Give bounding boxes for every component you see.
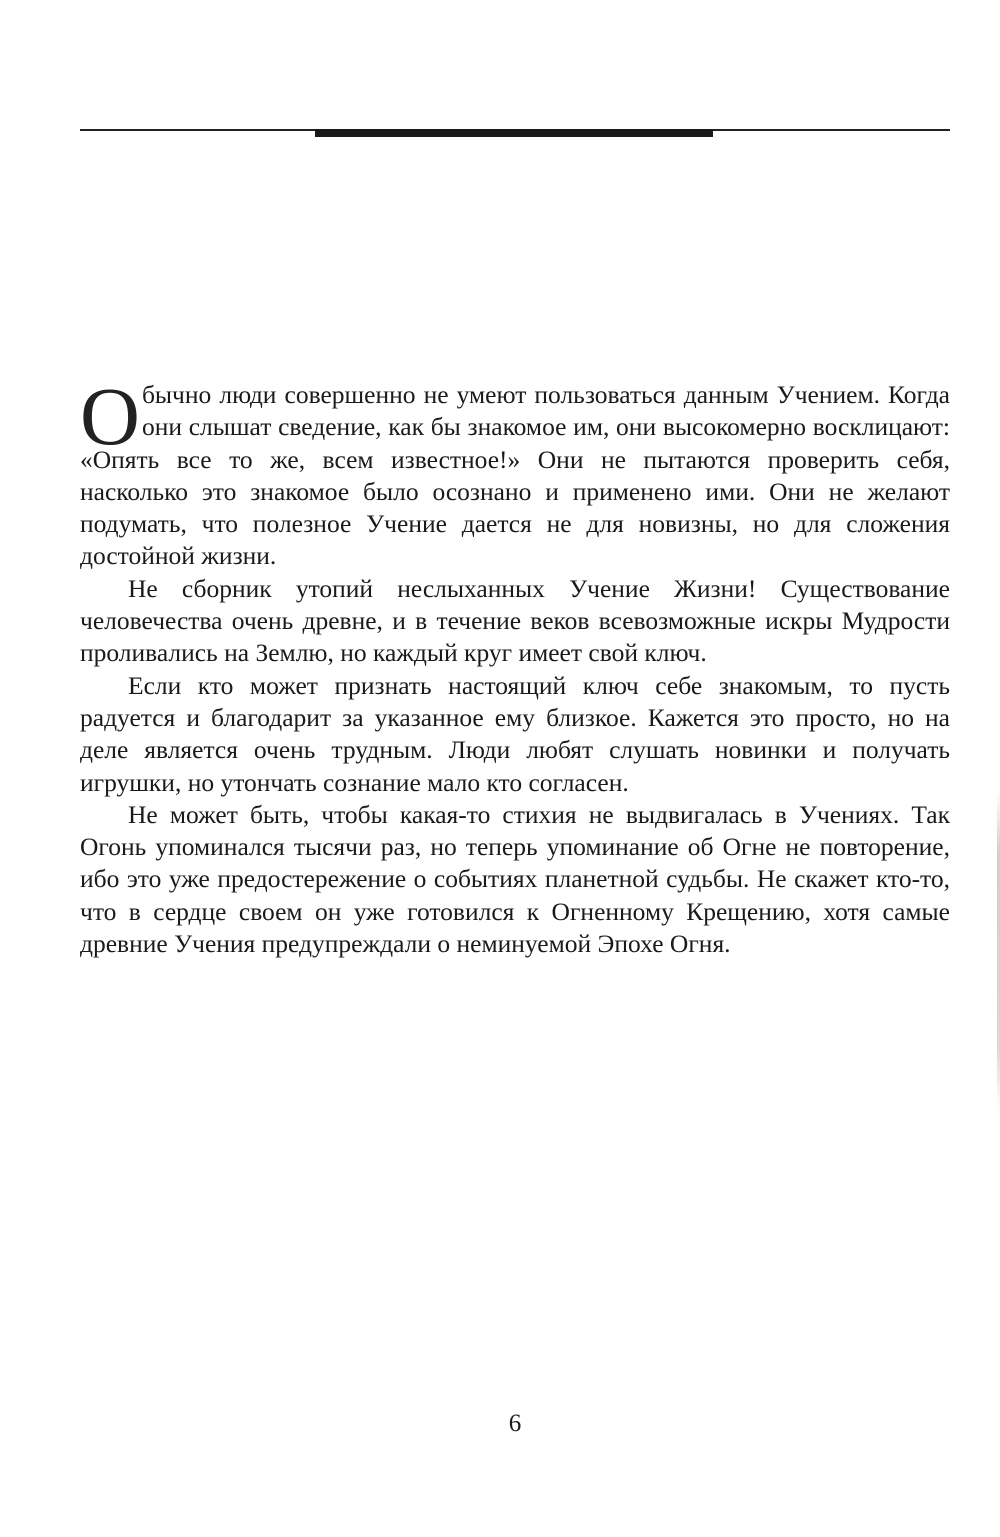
paragraph-2: Не сборник утопий неслыханных Учение Жизни! Существование человечества очень древне, и в течение веков всевозможные искры Мудрости проливались на Землю, но каждый круг имеет свой ключ. [80, 573, 950, 668]
body-text [80, 370, 950, 960]
drop-cap: О [80, 370, 140, 462]
page-number: 6 [508, 1410, 522, 1437]
paragraph-3: Если кто может признать настоящий ключ себе знакомым, то пусть радуется и благодарит за указанное ему близкое. Кажется это просто, но на деле является очень трудным. Люди любят слушать новинки и получать игрушки, но утончать сознание мало кто согласен. [80, 670, 950, 797]
paragraph-1 [80, 370, 950, 573]
paragraph-1-text: бычно люди совершенно не умеют пользоваться данным Учением. Когда они слышат сведение, как бы знакомое им, они высокомерно восклицают: «Опять все то же, всем известное!» Они не пытаются проверить себя, насколько это знакомое было осознано и применено ими. Они не желают подумать, что полезное Учение дается не для новизны, но для сложения достойной жизни. [80, 380, 950, 571]
paragraph-4: Не может быть, чтобы какая-то стихия не выдвигалась в Учениях. Так Огонь упоминался тысячи раз, но теперь упоминание об Огне не повторение, ибо это уже предостережение о событиях планетной судьбы. Не скажет кто-то, что в сердце своем он уже готовился к Огненному Крещению, хотя самые древние Учения предупреждали о неминуемой Эпохе Огня. [80, 799, 950, 959]
header-rule-bar [315, 129, 713, 137]
